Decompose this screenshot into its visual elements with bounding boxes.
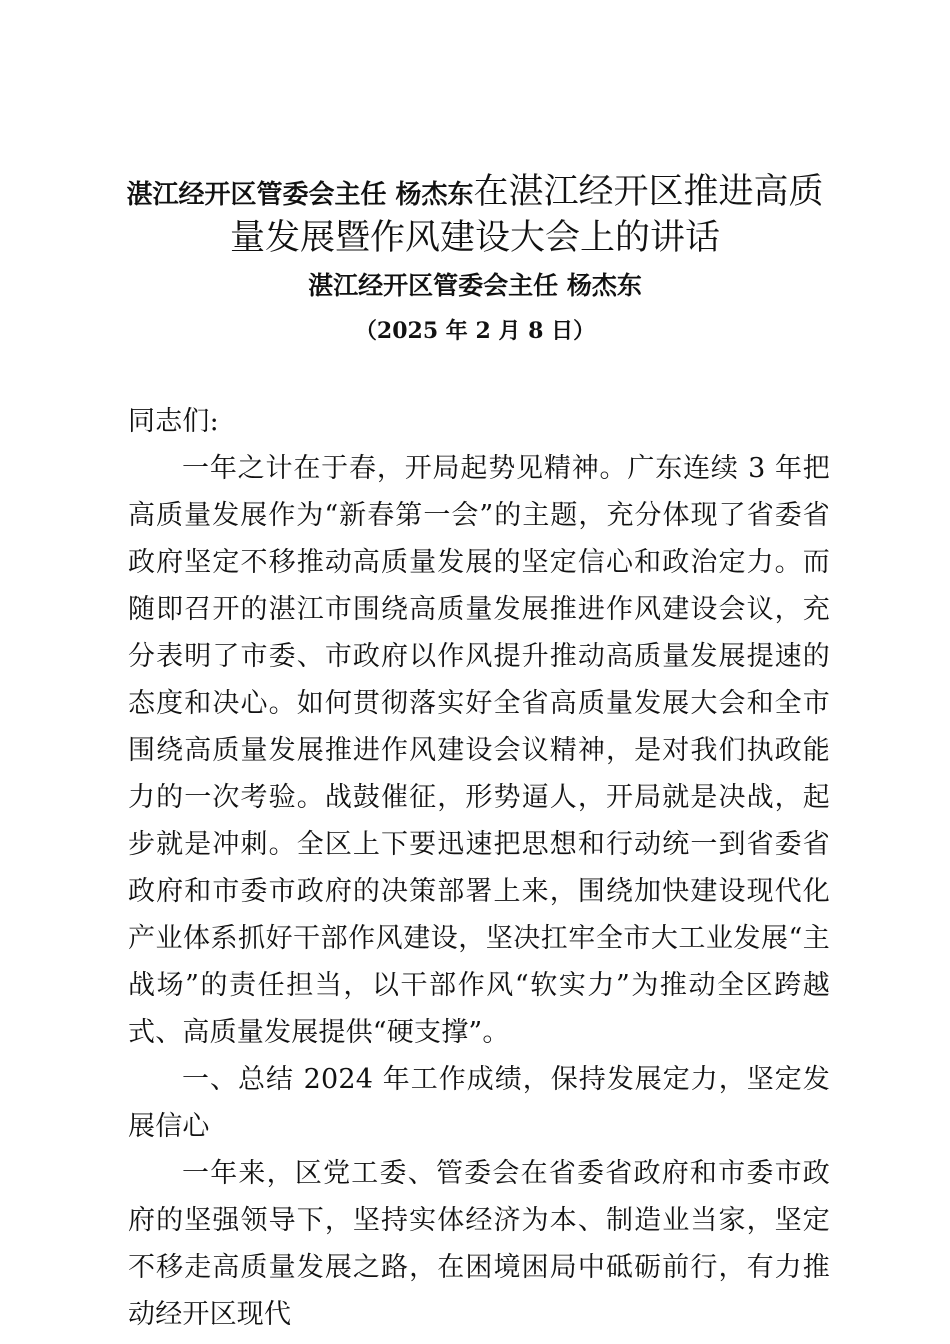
section-heading-1: 一、总结 2024 年工作成绩，保持发展定力，坚定发展信心 [128,1064,830,1142]
speech-body [128,398,830,1338]
title-line-1 [100,168,850,219]
paragraph-review: 一年来，区党工委、管委会在省委省政府和市委市政府的坚强领导下，坚持实体经济为本、制造业当家，坚定不移走高质量发展之路，在困境困局中砥砺前行，有力推动经开区现代 [128,1158,830,1330]
title-line-2: 量发展暨作风建设大会上的讲话 [229,218,720,258]
title-line-1-text: 在湛江经开区推进高质 [473,172,824,212]
title-speaker: 湛江经开区管委会主任 杨杰东 [126,180,474,210]
speech-date: （2025 年 2 月 8 日） [354,318,596,344]
byline: 湛江经开区管委会主任 杨杰东 [308,271,642,300]
salutation: 同志们: [128,406,219,437]
paragraph-intro: 一年之计在于春，开局起势见精神。广东连续 3 年把高质量发展作为“新春第一会”的主题，充分体现了省委省政府坚定不移推动高质量发展的坚定信心和政治定力。而随即召开的湛江市围绕高质量发展推进作风建设会议，充分表明了市委、市政府以作风提升推动高质量发展提速的态度和决心。如何贯彻落实好全省高质量发展大会和全市围绕高质量发展推进作风建设会议精神，是对我们执政能力的一次考验。战鼓催征，形势逼人，开局就是决战，起步就是冲刺。全区上下要迅速把思想和行动统一到省委省政府和市委市政府的决策部署上来，围绕加快建设现代化产业体系抓好干部作风建设，坚决扛牢全市大工业发展“主战场”的责任担当，以干部作风“软实力”为推动全区跨越式、高质量发展提供“硬支撑”。 [128,453,830,1048]
